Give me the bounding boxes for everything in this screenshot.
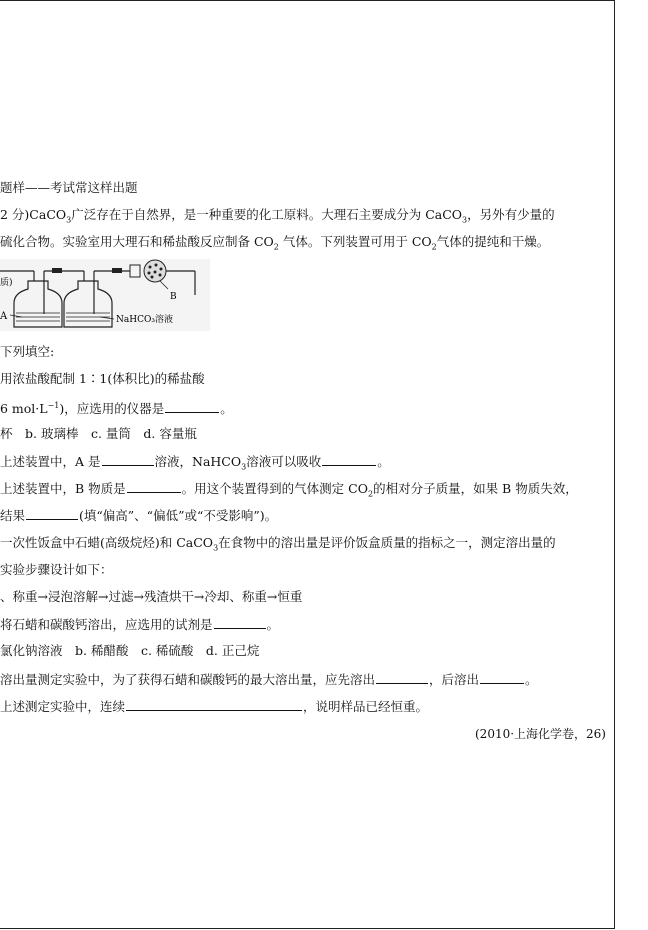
figure-label-left: 质) — [0, 278, 13, 288]
apparatus-figure — [0, 259, 210, 331]
q4-steps: 、称重→浸泡溶解→过滤→残渣烘干→冷却、称重→恒重 — [0, 589, 303, 604]
q1-options: 杯 b. 玻璃棒 c. 量筒 d. 容量瓶 — [0, 426, 197, 441]
frame-bottom-border — [0, 928, 615, 929]
q1-line-2: 6 $mol\cdot L^{-1}$)，应选用的仪器是 。 — [0, 401, 233, 417]
figure-label-a: A — [0, 311, 8, 322]
q6-line: 溶出量测定实验中，为了获得石蜡和碳酸钙的最大溶出量，应先溶出 ，后溶出 。 — [0, 672, 538, 687]
figure-label-b: B — [170, 292, 177, 302]
q2-line: 上述装置中，A 是 溶液，NaHCO$_3$溶液可以吸收 。 — [0, 454, 390, 472]
frame-right-border — [614, 0, 615, 929]
fill-in-heading: 下列填空: — [0, 344, 55, 359]
q5-options: 氯化钠溶液 b. 稀醋酸 c. 稀硫酸 d. 正己烷 — [0, 643, 260, 658]
source-citation: (2010·上海化学卷，26) — [475, 727, 606, 741]
frame-top-border — [0, 0, 615, 1]
q4-line-1: 一次性饭盒中石蜡(高级烷烃)和 CaCO$_3$在食物中的溶出量是评价饭盒质量的指标之一，测定溶出量的 — [0, 535, 556, 553]
answer-blank[interactable] — [26, 507, 78, 520]
answer-blank[interactable] — [480, 671, 524, 684]
q3-line-1: 上述装置中，B 物质是 。用这个装置得到的气体测定 $CO_2$的相对分子质量，如果 B 物质失效， — [0, 481, 578, 499]
answer-blank[interactable] — [126, 698, 302, 711]
answer-blank[interactable] — [102, 453, 154, 466]
answer-blank[interactable] — [322, 453, 376, 466]
q3-line-2: 结果 (填“偏高”、“偏低”或“不受影响”)。 — [0, 508, 278, 523]
section-title: 题样——考试常这样出题 — [0, 180, 138, 195]
q7-line: 上述测定实验中，连续 ，说明样品已经恒重。 — [0, 699, 429, 714]
answer-blank[interactable] — [165, 400, 219, 413]
answer-blank[interactable] — [376, 671, 428, 684]
q1-line-1: 用浓盐酸配制 1∶1(体积比)的稀盐酸 — [0, 371, 205, 386]
answer-blank[interactable] — [127, 480, 181, 493]
q4-line-2: 实验步骤设计如下： — [0, 562, 113, 577]
intro-line-2: 硫化合物。实验室用大理石和稀盐酸反应制备 $CO_2$ 气体。下列装置可用于 $CO_2$气体的提纯和干燥。 — [0, 234, 550, 252]
q5-line: 将石蜡和碳酸钙溶出，应选用的试剂是 。 — [0, 617, 280, 632]
answer-blank[interactable] — [214, 616, 266, 629]
figure-label-nahco3: NaHCO₃溶液 — [116, 315, 173, 325]
intro-line-1: 2 分)CaCO$_3$广泛存在于自然界，是一种重要的化工原料。大理石主要成分为 CaCO$_3$，另外有少量的 — [0, 207, 555, 225]
